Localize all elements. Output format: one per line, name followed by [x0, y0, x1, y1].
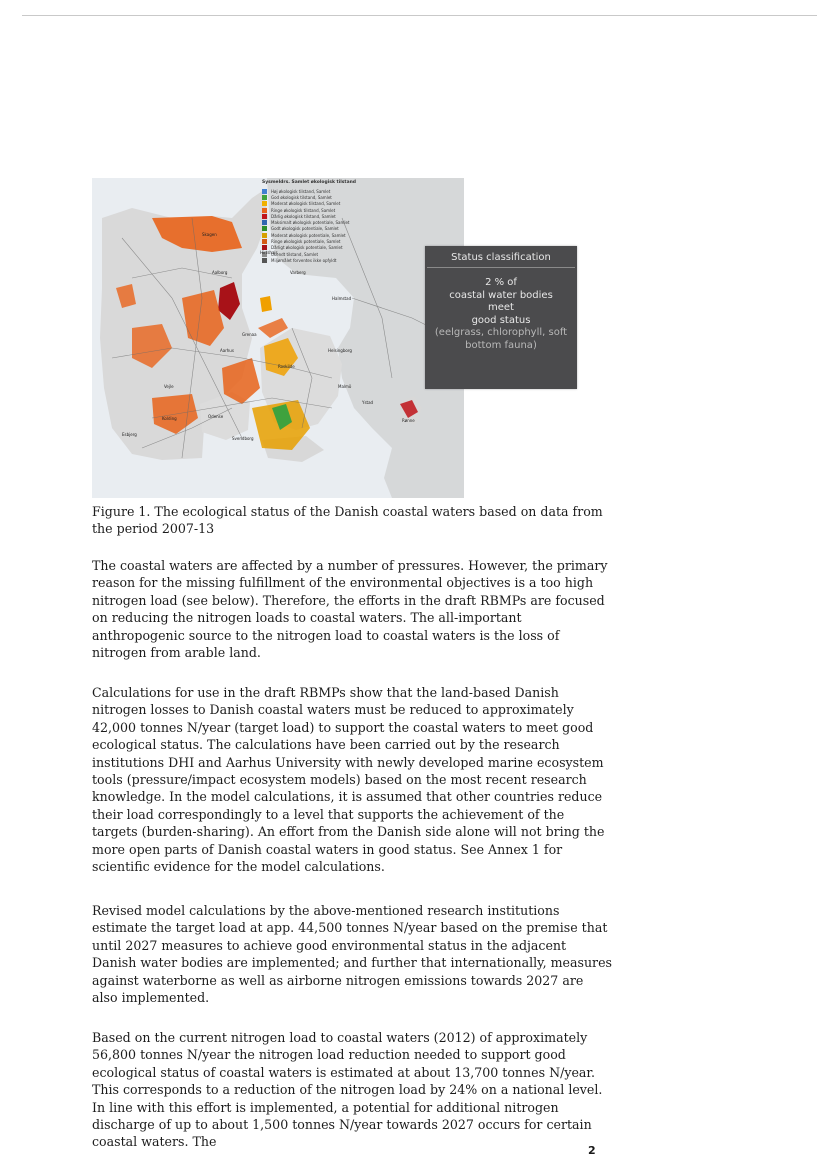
place-label: Esbjerg	[122, 432, 137, 437]
page-number: 2	[588, 1144, 596, 1157]
place-label: Varberg	[290, 270, 306, 275]
place-label: Ystad	[362, 400, 374, 405]
figure-caption: Figure 1. The ecological status of the Danish coastal waters based on data from the period 2007-13	[92, 504, 603, 537]
place-label: Malmö	[338, 384, 352, 389]
status-line: meet	[488, 302, 514, 313]
legend-label: Moderat økologisk potentiale, Samlet	[271, 232, 346, 238]
place-label: Rønne	[402, 418, 415, 423]
figure-status-map	[92, 178, 577, 498]
place-label: Odense	[208, 414, 224, 419]
status-note: (eelgrass, chlorophyll, soft bottom fauna)	[434, 327, 568, 351]
paragraph: The coastal waters are affected by a number of pressures. However, the primary reason for the missing fulfillment of the environmental objectives is a too high nitrogen load (see below). Therefore, the efforts in the draft RBMPs are focused on reducing the nitrogen loads to coastal waters. The all-important anthropogenic source to the nitrogen load to coastal waters is the loss of nitrogen from arable land.	[92, 558, 608, 661]
legend-label: Høj økologisk tilstand, Samlet	[271, 188, 331, 194]
status-line: 2 % of	[485, 277, 517, 288]
place-label: Grenaa	[242, 332, 257, 337]
header-rule	[22, 15, 817, 16]
legend-label: Godt økologisk potentiale, Samlet	[271, 226, 339, 232]
place-label: Skagen	[202, 232, 217, 237]
status-line: coastal water bodies	[449, 289, 553, 301]
denmark-map	[92, 178, 464, 498]
status-classification-box	[425, 246, 577, 389]
paragraph: Based on the current nitrogen load to coastal waters (2012) of approximately 56,800 tonnes N/year the nitrogen load reduction needed to support good ecological status of coastal waters is estimated at about 13,700 tonnes N/year. This corresponds to a reduction of the nitrogen load by 24% on a national level. In line with this effort is implemented, a potential for additional nitrogen discharge of up to about 1,500 tonnes N/year towards 2027 occurs for certain coastal waters. The	[92, 1030, 603, 1150]
legend-label: Moderat økologisk tilstand, Samlet	[271, 201, 341, 207]
status-line: good status	[471, 314, 531, 326]
legend-label: Ukendt tilstand, Samlet	[271, 251, 319, 257]
place-label: Halmstad	[332, 296, 352, 301]
place-label: Hirtshals	[260, 250, 278, 255]
legend-label: God økologisk tilstand, Samlet	[271, 194, 332, 200]
legend-label: Dårlig økologisk tilstand, Samlet	[271, 213, 336, 219]
paragraph: Calculations for use in the draft RBMPs show that the land-based Danish nitrogen losses to Danish coastal waters must be reduced to approximately 42,000 tonnes N/year (target load) to support the coastal waters to meet good ecological status. The calculations have been carried out by the research institutions DHI and Aarhus University with newly developed marine ecosystem tools (pressure/impact ecosystem models) based on the most recent research knowledge. In the model calculations, it is assumed that other countries reduce their load correspondingly to a level that supports the achievement of the targets (burden-sharing). An effort from the Danish side alone will not bring the more open parts of Danish coastal waters in good status. See Annex 1 for scientific evidence for the model calculations.	[92, 685, 605, 875]
place-label: Roskilde	[278, 364, 295, 369]
place-label: Aarhus	[220, 348, 234, 353]
place-label: Aalborg	[212, 270, 228, 275]
legend-label: Maksimalt økologisk potentiale, Samlet	[271, 220, 350, 226]
legend-label: Miljømålet forventes ikke opfyldt	[271, 257, 337, 263]
legend-label: Ringe økologisk potentiale, Samlet	[271, 239, 341, 245]
legend-label: Dårligt økologisk potentiale, Samlet	[271, 245, 343, 251]
place-labels	[92, 178, 464, 498]
place-label: Svendborg	[232, 436, 254, 441]
place-label: Vejle	[164, 384, 174, 389]
paragraph: Revised model calculations by the above-mentioned research institutions estimate the target load at app. 44,500 tonnes N/year based on the premise that until 2027 measures to achieve good environmental status in the adjacent Danish water bodies are implemented; and further that internationally, measures against waterborne as well as airborne nitrogen emissions towards 2027 are also implemented.	[92, 903, 612, 1006]
legend-label: Ringe økologisk tilstand, Samlet	[271, 207, 336, 213]
status-body	[425, 277, 577, 352]
legend-title: Sysmeldrs. Samlet økologisk tilstand	[262, 180, 357, 185]
place-label: Helsingborg	[328, 348, 352, 353]
place-label: Kolding	[162, 416, 177, 421]
status-title: Status classification	[427, 246, 575, 268]
